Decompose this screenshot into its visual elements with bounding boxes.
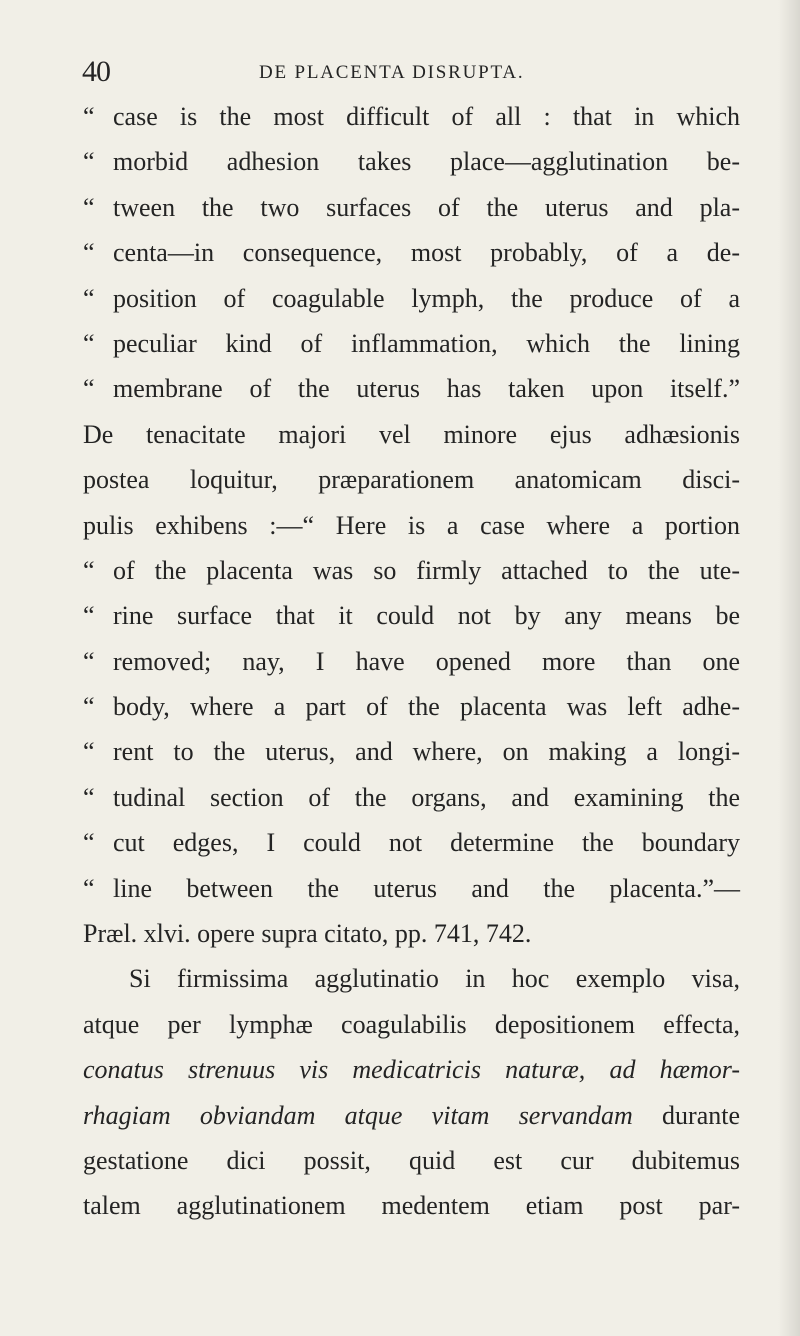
quote-mark: “: [83, 555, 95, 585]
text-line: [83, 366, 740, 411]
quote-mark: “: [83, 328, 95, 358]
quote-mark: “: [83, 238, 95, 268]
text-line: [83, 820, 740, 865]
body-text: [83, 94, 740, 1229]
text-line: [83, 866, 740, 911]
quote-mark: “: [83, 147, 95, 177]
quote-mark: “: [83, 828, 95, 858]
text-line: [83, 94, 740, 139]
text-line: [83, 729, 740, 774]
line-text: tudinal section of the organs, and examining the: [113, 782, 740, 812]
line-text: pulis exhibens :—“ Here is a case where a portion: [83, 510, 740, 540]
text-line: [83, 1183, 740, 1228]
quote-mark: “: [83, 737, 95, 767]
line-text: morbid adhesion takes place—agglutination be-: [113, 147, 740, 177]
line-text: position of coagulable lymph, the produce of a: [113, 283, 740, 313]
text-line: [83, 185, 740, 230]
text-line: [83, 412, 740, 457]
text-line: [83, 639, 740, 684]
line-text: case is the most difficult of all : that in which: [113, 102, 740, 131]
line-text: atque per lymphæ coagulabilis depositionem effecta,: [83, 1009, 740, 1039]
text-line: [83, 457, 740, 502]
line-text: centa—in consequence, most probably, of a de-: [113, 238, 740, 268]
quote-mark: “: [83, 873, 95, 903]
text-line: [83, 593, 740, 638]
quote-mark: “: [83, 374, 95, 404]
line-text: of the placenta was so firmly attached to the ute-: [113, 555, 740, 585]
line-text: rine surface that it could not by any means be: [113, 601, 740, 631]
line-text: rent to the uterus, and where, on making a longi-: [113, 737, 740, 767]
line-text: body, where a part of the placenta was left adhe-: [113, 692, 740, 722]
quote-mark: “: [83, 782, 95, 812]
quote-mark: “: [83, 102, 95, 131]
line-text: tween the two surfaces of the uterus and pla-: [113, 192, 740, 222]
quote-mark: “: [83, 283, 95, 313]
line-text: gestatione dici possit, quid est cur dubitemus: [83, 1145, 740, 1175]
text-line: [83, 1093, 740, 1138]
italic-text: rhagiam obviandam atque vitam servandam: [83, 1100, 633, 1130]
line-text: removed; nay, I have opened more than one: [113, 646, 740, 676]
text-line: [83, 139, 740, 184]
text-line: [83, 1002, 740, 1047]
running-head: DE PLACENTA DISRUPTA.: [259, 62, 525, 83]
text-line: [83, 548, 740, 593]
paragraph-first-line: [83, 956, 740, 1001]
line-text: postea loquitur, præparationem anatomicam disci-: [83, 465, 740, 495]
line-text: membrane of the uterus has taken upon itself.”: [113, 374, 740, 404]
line-text: Præl. xlvi. opere supra citato, pp. 741, 742.: [83, 919, 532, 949]
quote-mark: “: [83, 192, 95, 222]
italic-text: conatus strenuus vis medicatricis naturæ, ad hæmor-: [83, 1055, 740, 1085]
page-edge-shadow: [778, 0, 800, 1336]
quote-mark: “: [83, 601, 95, 631]
page-number: 40: [82, 55, 110, 88]
quote-mark: “: [83, 646, 95, 676]
text-line: [83, 1138, 740, 1183]
line-text: peculiar kind of inflammation, which the lining: [113, 328, 740, 358]
quote-mark: “: [83, 692, 95, 722]
text-line: [83, 276, 740, 321]
text-line: [83, 775, 740, 820]
line-text: durante: [632, 1100, 741, 1130]
text-line: [83, 1047, 740, 1092]
line-text: line between the uterus and the placenta.”—: [113, 873, 740, 903]
text-line: [83, 321, 740, 366]
line-text: Si firmissima agglutinatio in hoc exemplo visa,: [129, 964, 740, 994]
text-line: [83, 503, 740, 548]
line-text: cut edges, I could not determine the boundary: [113, 828, 740, 858]
line-text: De tenacitate majori vel minore ejus adhæsionis: [83, 419, 740, 449]
text-line: [83, 911, 740, 956]
text-line: [83, 684, 740, 729]
text-line: [83, 230, 740, 275]
line-text: talem agglutinationem medentem etiam post par-: [83, 1191, 740, 1221]
